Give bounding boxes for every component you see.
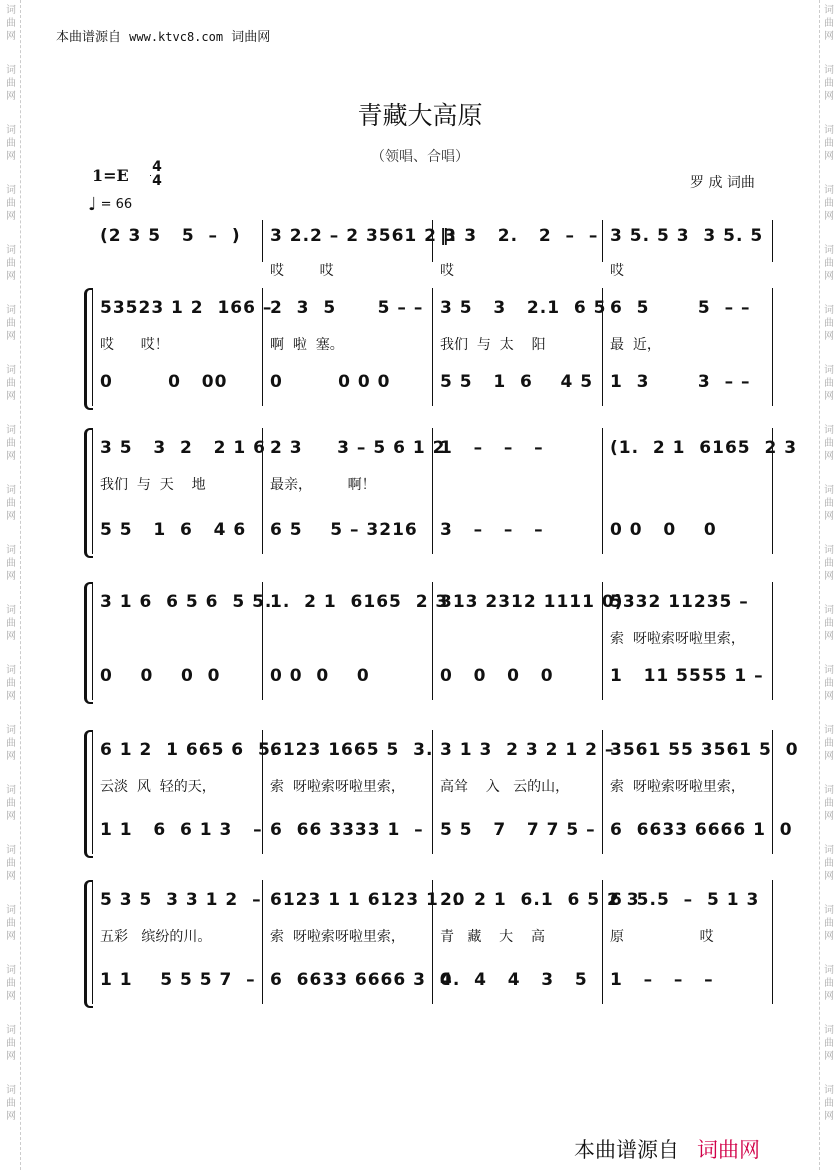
- watermark-char: 网: [824, 1111, 834, 1122]
- harmony-notes: 0 0 00: [100, 372, 228, 392]
- watermark-char: 网: [6, 931, 16, 942]
- lyric-text: 索 呀啦索呀啦里索，: [610, 779, 745, 795]
- melody-notes: 6 5.5 – 5 1 3: [610, 890, 760, 910]
- watermark-char: 曲: [6, 438, 16, 449]
- watermark-char: 网: [824, 811, 834, 822]
- watermark-char: 曲: [824, 138, 834, 149]
- watermark-text: [822, 244, 836, 283]
- watermark-char: 曲: [824, 978, 834, 989]
- bar-line: [92, 880, 93, 1004]
- header-source-text: 本曲谱源自: [56, 30, 122, 45]
- watermark-char: 词: [6, 485, 16, 496]
- watermark-char: 曲: [824, 498, 834, 509]
- header-site-name: 词曲网: [231, 30, 271, 45]
- melody-notes: 2. 2 1 6.1 6 5 2 3: [440, 890, 640, 910]
- watermark-text: [4, 664, 18, 703]
- watermark-text: [4, 1084, 18, 1123]
- lyric-text: 云淡 风 轻的天，: [100, 779, 216, 795]
- watermark-char: 曲: [6, 18, 16, 29]
- harmony-notes: 6 6633 6666 3 0: [270, 970, 453, 990]
- watermark-text: [4, 844, 18, 883]
- harmony-notes: 3 – – –: [440, 520, 544, 540]
- lyric-text: 青 藏 大 高: [440, 929, 545, 945]
- lyric-text: 高耸 入 云的山，: [440, 779, 570, 795]
- watermark-char: 网: [6, 691, 16, 702]
- time-signature-top: 4: [152, 159, 162, 175]
- bar-line: [92, 582, 93, 700]
- watermark-char: 词: [824, 965, 834, 976]
- watermark-char: 词: [824, 845, 834, 856]
- bar-line: [432, 288, 433, 406]
- lyric-text: 哎 哎: [270, 263, 334, 279]
- watermark-char: 曲: [6, 618, 16, 629]
- bar-line: [92, 730, 93, 854]
- harmony-notes: 1 1 6 6 1 3 –: [100, 820, 263, 840]
- watermark-char: 曲: [824, 738, 834, 749]
- watermark-char: 网: [6, 1051, 16, 1062]
- watermark-text: [822, 1024, 836, 1063]
- melody-notes: 6123 1 1 6123 1 0: [270, 890, 466, 910]
- harmony-notes: 0 0 0 0: [610, 520, 717, 540]
- watermark-char: 曲: [824, 1098, 834, 1109]
- watermark-char: 曲: [6, 1098, 16, 1109]
- watermark-text: [4, 1024, 18, 1063]
- watermark-char: 词: [824, 605, 834, 616]
- watermark-char: 词: [6, 605, 16, 616]
- watermark-char: 网: [6, 1111, 16, 1122]
- watermark-char: 网: [824, 1051, 834, 1062]
- melody-notes: 3 5. 5 3 3 5. 5: [610, 226, 764, 246]
- harmony-notes: 1 3 3 – –: [610, 372, 751, 392]
- harmony-notes: 5 5 7 7 7 5 –: [440, 820, 596, 840]
- watermark-char: 词: [824, 725, 834, 736]
- header-url-link[interactable]: www.ktvc8.com: [129, 30, 224, 44]
- bar-line: [262, 880, 263, 1004]
- watermark-text: [822, 364, 836, 403]
- watermark-char: 词: [824, 365, 834, 376]
- watermark-char: 曲: [6, 918, 16, 929]
- time-signature-line: [150, 175, 151, 176]
- watermark-text: [4, 484, 18, 523]
- watermark-char: 词: [6, 185, 16, 196]
- watermark-char: 网: [824, 91, 834, 102]
- harmony-notes: 1 – – –: [610, 970, 714, 990]
- watermark-char: 曲: [6, 798, 16, 809]
- watermark-char: 曲: [6, 258, 16, 269]
- watermark-char: 网: [824, 451, 834, 462]
- melody-notes: 5332 11235 –: [610, 592, 749, 612]
- watermark-char: 词: [6, 1085, 16, 1096]
- watermark-char: 网: [824, 571, 834, 582]
- harmony-notes: 6 66 3333 1 –: [270, 820, 424, 840]
- watermark-char: 词: [6, 245, 16, 256]
- watermark-char: 网: [6, 331, 16, 342]
- watermark-char: 词: [6, 5, 16, 16]
- melody-notes: 6 5 5 – –: [610, 298, 751, 318]
- melody-notes: 3 5 3 2.1 6 5: [440, 298, 607, 318]
- footer-source-text: 本曲谱源自: [574, 1138, 679, 1162]
- watermark-char: 词: [6, 845, 16, 856]
- harmony-notes: 6 6633 6666 1 0: [610, 820, 793, 840]
- watermark-char: 曲: [824, 78, 834, 89]
- watermark-char: 曲: [824, 618, 834, 629]
- lyric-text: 索 呀啦索呀啦里索，: [610, 631, 745, 647]
- watermark-char: 曲: [6, 858, 16, 869]
- watermark-char: 曲: [824, 258, 834, 269]
- watermark-char: 曲: [6, 678, 16, 689]
- watermark-char: 曲: [824, 858, 834, 869]
- watermark-text: [4, 424, 18, 463]
- harmony-notes: 6 5 5 – 3216: [270, 520, 418, 540]
- footer-site-name[interactable]: 词曲网: [697, 1138, 760, 1162]
- watermark-text: [4, 184, 18, 223]
- lyric-text: 哎 哎！: [100, 337, 169, 353]
- watermark-text: [822, 964, 836, 1003]
- harmony-notes: 1 1 5 5 5 7 –: [100, 970, 256, 990]
- watermark-char: 网: [6, 151, 16, 162]
- melody-notes: 3 1 3 2 3 2 1 2 –: [440, 740, 615, 760]
- watermark-char: 网: [824, 331, 834, 342]
- watermark-text: [822, 304, 836, 343]
- watermark-char: 曲: [824, 918, 834, 929]
- watermark-char: 词: [824, 185, 834, 196]
- watermark-char: 网: [6, 811, 16, 822]
- harmony-notes: 0 0 0 0: [100, 666, 221, 686]
- watermark-text: [822, 4, 836, 43]
- bar-line: [602, 428, 603, 554]
- watermark-char: 网: [824, 691, 834, 702]
- lyric-text: 原 哎: [610, 929, 714, 945]
- lyric-text: 我们 与 天 地: [100, 477, 206, 493]
- watermark-char: 曲: [824, 18, 834, 29]
- melody-notes: 1 – – –: [440, 438, 544, 458]
- watermark-char: 词: [824, 905, 834, 916]
- harmony-notes: 1 11 5555 1 –: [610, 666, 764, 686]
- watermark-char: 词: [824, 305, 834, 316]
- watermark-text: [822, 604, 836, 643]
- watermark-char: 网: [824, 631, 834, 642]
- watermark-char: 词: [6, 425, 16, 436]
- watermark-char: 曲: [6, 738, 16, 749]
- watermark-text: [822, 484, 836, 523]
- watermark-char: 网: [6, 511, 16, 522]
- harmony-notes: 5 5 1 6 4 6: [100, 520, 247, 540]
- watermark-char: 曲: [824, 198, 834, 209]
- watermark-char: 曲: [6, 318, 16, 329]
- watermark-text: [4, 4, 18, 43]
- melody-notes: 3561 55 3561 5 0: [610, 740, 799, 760]
- melody-notes: 3 1 6 6 5 6 5 5.: [100, 592, 273, 612]
- watermark-text: [822, 184, 836, 223]
- watermark-char: 网: [824, 391, 834, 402]
- watermark-char: 词: [824, 5, 834, 16]
- lyric-text: 哎: [610, 263, 624, 279]
- bar-line: [772, 582, 773, 700]
- harmony-notes: 5 5 1 6 4 5: [440, 372, 594, 392]
- harmony-notes: 0 0 0 0: [270, 666, 370, 686]
- watermark-char: 词: [6, 905, 16, 916]
- watermark-char: 词: [6, 365, 16, 376]
- watermark-text: [822, 664, 836, 703]
- watermark-char: 网: [6, 31, 16, 42]
- harmony-notes: 4. 4 4 3 5: [440, 970, 588, 990]
- watermark-char: 曲: [824, 378, 834, 389]
- composer-credit: 罗 成 词曲: [690, 175, 755, 191]
- watermark-char: 网: [824, 871, 834, 882]
- watermark-text: [4, 964, 18, 1003]
- watermark-text: [822, 1084, 836, 1123]
- lyric-text: 索 呀啦索呀啦里索，: [270, 929, 405, 945]
- melody-notes: (1. 2 1 6165 2 3: [610, 438, 798, 458]
- melody-notes: 3 5 3 2 2 1 6: [100, 438, 266, 458]
- watermark-char: 词: [6, 665, 16, 676]
- quarter-note-icon: ♩: [88, 194, 97, 215]
- watermark-text: [4, 904, 18, 943]
- watermark-char: 网: [824, 151, 834, 162]
- left-margin-line: [20, 0, 21, 1170]
- song-subtitle: （领唱、合唱）: [371, 149, 469, 165]
- watermark-char: 网: [6, 871, 16, 882]
- time-signature: [150, 160, 164, 188]
- watermark-char: 词: [824, 1085, 834, 1096]
- watermark-char: 网: [824, 751, 834, 762]
- watermark-text: [4, 244, 18, 283]
- footer-credit: [574, 1134, 760, 1164]
- lyric-text: 最 近，: [610, 337, 661, 353]
- bar-line: [92, 428, 93, 554]
- melody-notes: 2 3 3 – 5 6 1 2: [270, 438, 446, 458]
- melody-notes: ‖: 3 2. 2 – –: [440, 226, 599, 246]
- watermark-text: [822, 844, 836, 883]
- watermark-char: 曲: [824, 438, 834, 449]
- watermark-char: 网: [6, 271, 16, 282]
- watermark-text: [822, 904, 836, 943]
- watermark-char: 词: [6, 1025, 16, 1036]
- watermark-char: 曲: [824, 798, 834, 809]
- melody-notes: 1. 2 1 6165 2 3: [270, 592, 449, 612]
- harmony-notes: 0 0 0 0: [270, 372, 391, 392]
- watermark-char: 词: [824, 125, 834, 136]
- watermark-char: 曲: [6, 978, 16, 989]
- watermark-char: 词: [824, 65, 834, 76]
- watermark-char: 词: [6, 785, 16, 796]
- watermark-char: 曲: [824, 558, 834, 569]
- watermark-char: 网: [6, 91, 16, 102]
- watermark-char: 网: [6, 391, 16, 402]
- watermark-char: 网: [824, 31, 834, 42]
- melody-notes: 6123 1665 5 3.: [270, 740, 434, 760]
- bar-line: [602, 220, 603, 262]
- key-signature: 1=E: [92, 166, 129, 185]
- watermark-char: 网: [6, 451, 16, 462]
- watermark-text: [822, 724, 836, 763]
- watermark-text: [822, 424, 836, 463]
- watermark-char: 曲: [6, 558, 16, 569]
- watermark-text: [4, 304, 18, 343]
- watermark-text: [822, 544, 836, 583]
- watermark-char: 词: [824, 785, 834, 796]
- lyric-text: 啊 啦 塞。: [270, 337, 344, 353]
- bar-line: [262, 220, 263, 262]
- watermark-char: 网: [6, 751, 16, 762]
- watermark-char: 词: [824, 425, 834, 436]
- melody-notes: 313 2312 1111 0): [440, 592, 624, 612]
- watermark-char: 曲: [6, 78, 16, 89]
- harmony-notes: 0 0 0 0: [440, 666, 554, 686]
- watermark-char: 词: [6, 965, 16, 976]
- watermark-char: 词: [824, 245, 834, 256]
- source-header: [56, 26, 270, 45]
- watermark-char: 曲: [6, 198, 16, 209]
- watermark-char: 网: [6, 571, 16, 582]
- tempo-value: = 66: [100, 197, 133, 212]
- watermark-char: 曲: [6, 498, 16, 509]
- watermark-char: 词: [6, 545, 16, 556]
- melody-notes: 5 3 5 3 3 1 2 –: [100, 890, 262, 910]
- right-margin-line: [819, 0, 820, 1170]
- bar-line: [772, 220, 773, 262]
- watermark-text: [4, 604, 18, 643]
- watermark-char: 词: [6, 65, 16, 76]
- watermark-char: 词: [824, 485, 834, 496]
- watermark-char: 词: [824, 545, 834, 556]
- melody-notes: 3 2.2 – 2 3561 2 3: [270, 226, 457, 246]
- watermark-char: 曲: [824, 318, 834, 329]
- bar-line: [92, 288, 93, 406]
- song-title: 青藏大高原: [357, 101, 483, 130]
- watermark-char: 曲: [6, 1038, 16, 1049]
- watermark-char: 网: [824, 931, 834, 942]
- melody-notes: 6 1 2 1 665 6 5.: [100, 740, 279, 760]
- watermark-text: [822, 784, 836, 823]
- time-signature-bottom: 4: [152, 173, 162, 189]
- lyric-text: 最亲， 啊！: [270, 477, 376, 493]
- bar-line: [772, 288, 773, 406]
- melody-notes: (2 3 5 5 – ): [100, 226, 241, 246]
- watermark-char: 词: [824, 1025, 834, 1036]
- watermark-char: 网: [6, 991, 16, 1002]
- watermark-char: 曲: [6, 378, 16, 389]
- lyric-text: 索 呀啦索呀啦里索，: [270, 779, 405, 795]
- watermark-char: 曲: [824, 1038, 834, 1049]
- watermark-text: [4, 724, 18, 763]
- watermark-text: [4, 364, 18, 403]
- lyric-text: 哎: [440, 263, 454, 279]
- watermark-char: 网: [824, 211, 834, 222]
- watermark-char: 网: [6, 211, 16, 222]
- watermark-char: 网: [824, 271, 834, 282]
- watermark-char: 网: [6, 631, 16, 642]
- watermark-char: 词: [6, 305, 16, 316]
- watermark-text: [4, 544, 18, 583]
- watermark-char: 词: [6, 125, 16, 136]
- tempo-marking: [88, 194, 132, 215]
- watermark-char: 词: [6, 725, 16, 736]
- watermark-char: 曲: [6, 138, 16, 149]
- watermark-text: [4, 784, 18, 823]
- lyric-text: 我们 与 太 阳: [440, 337, 546, 353]
- lyric-text: 五彩 缤纷的川。: [100, 929, 212, 945]
- watermark-char: 曲: [824, 678, 834, 689]
- watermark-char: 网: [824, 511, 834, 522]
- melody-notes: 2 3 5 5 – –: [270, 298, 424, 318]
- bar-line: [772, 880, 773, 1004]
- melody-notes: 53523 1 2 166 –: [100, 298, 273, 318]
- watermark-char: 词: [824, 665, 834, 676]
- watermark-char: 网: [824, 991, 834, 1002]
